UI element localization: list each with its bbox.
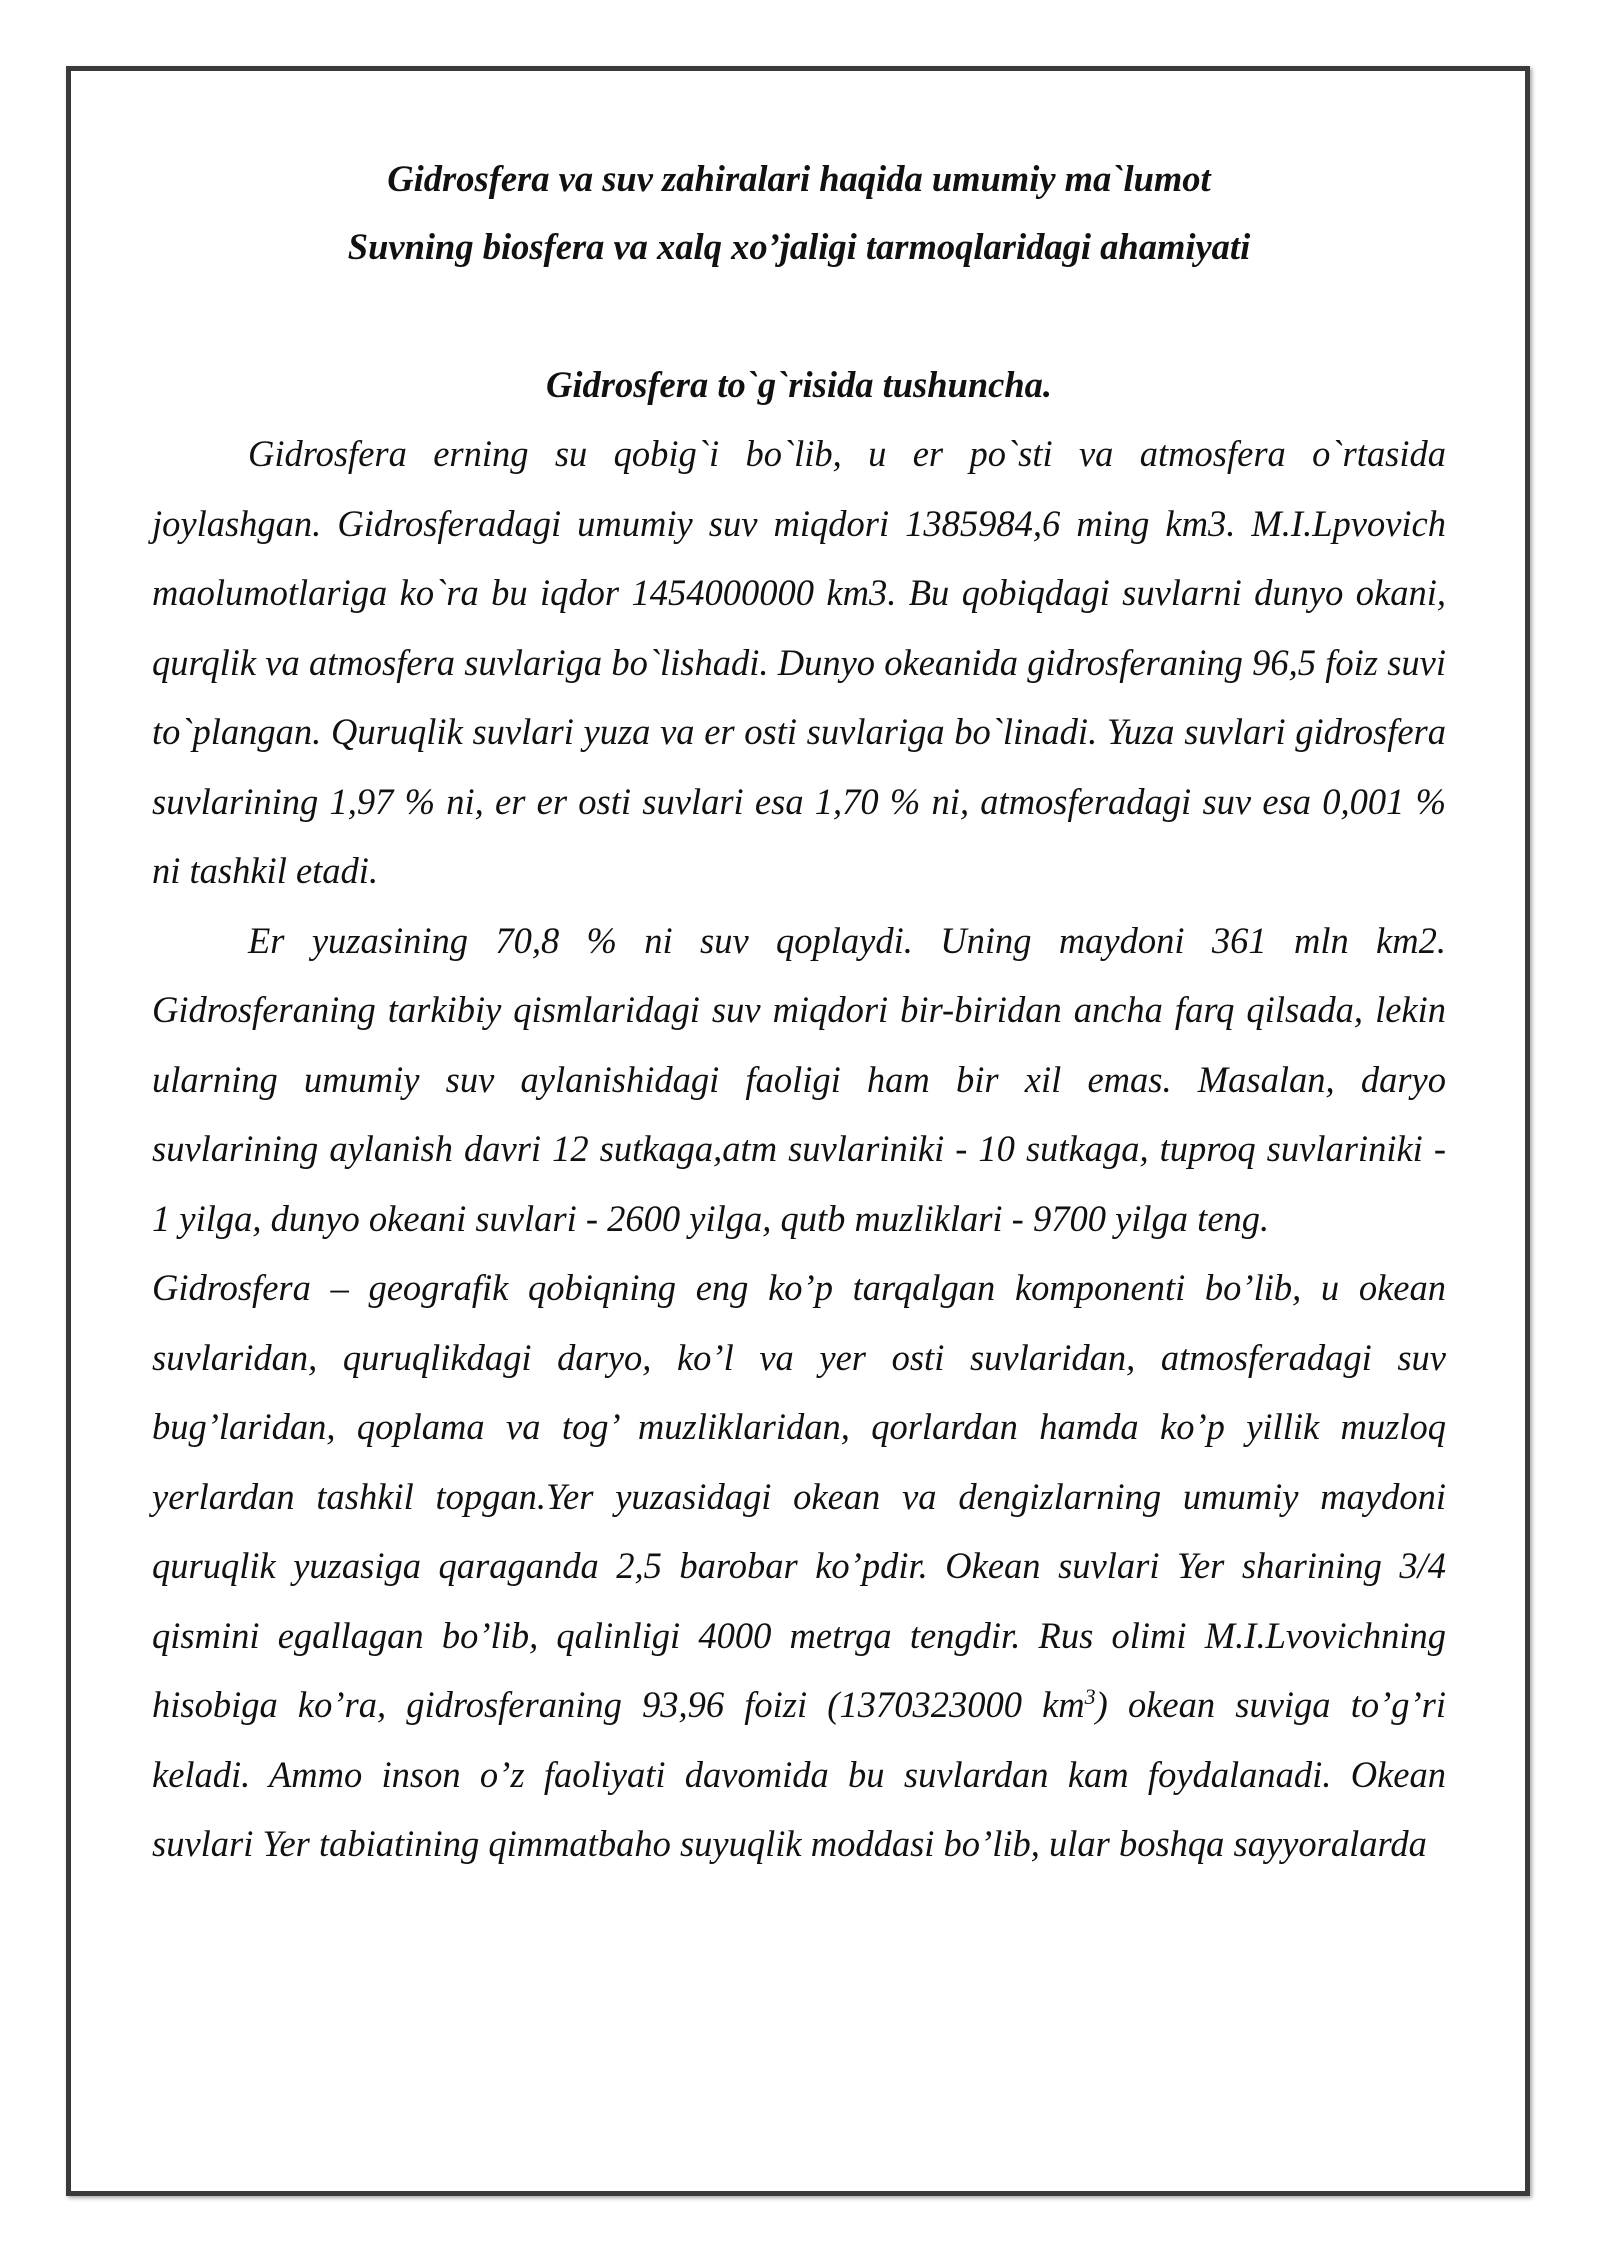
paragraph-2: Er yuzasining 70,8 % ni suv qoplaydi. Uning maydoni 361 mln km2. Gidrosferaning tarkibiy qismlaridagi suv miqdori bir-biridan ancha farq qilsada, lekin ularning umumiy suv aylanishidagi faoligi ham bir xil emas. Masalan, daryo suvlarining aylanish davri 12 sutkaga,atm suvlariniki - 10 sutkaga, tuproq suvlariniki - 1 yilga, dunyo okeani suvlari - 2600 yilga, qutb muzliklari - 9700 yilga teng.: [152, 919, 1446, 1239]
document-body: [152, 145, 1446, 1879]
paragraph-3-text-start: Gidrosfera – geografik qobiqning eng ko’p tarqalgan komponenti bo’lib, u okean suvlaridan, quruqlikdagi daryo, ko’l va yer osti suvlaridan, atmosferadagi suv bug’laridan, qoplama va tog’ muzliklaridan, qorlardan hamda ko’p yillik muzloq yerlardan tashkil topgan.Yer yuzasidagi okean va dengizlarning umumiy maydoni quruqlik yuzasiga qaraganda 2,5 barobar ko’pdir. Okean suvlari Yer sharining 3/4 qismini egallagan bo’lib, qalinligi 4000 metrga tengdir. Rus olimi M.I.Lvovichning hisobiga ko’ra, gidrosferaning 93,96 foizi (1370323000 km: [152, 1267, 1446, 1725]
document-subtitle: Suvning biosfera va xalq xo’jaligi tarmoqlaridagi ahamiyati: [347, 226, 1251, 267]
document-title: Gidrosfera va suv zahiralari haqida umumiy ma`lumot: [387, 158, 1211, 199]
paragraph-1: Gidrosfera erning su qobig`i bo`lib, u er po`sti va atmosfera o`rtasida joylashgan. Gidrosferadagi umumiy suv miqdori 1385984,6 ming km3. M.I.Lpvovich maolumotlariga ko`ra bu iqdor 1454000000 km3. Bu qobiqdagi suvlarni dunyo okani, qurqlik va atmosfera suvlariga bo`lishadi. Dunyo okeanida gidrosferaning 96,5 foiz suvi to`plangan. Quruqlik suvlari yuza va er osti suvlariga bo`linadi. Yuza suvlari gidrosfera suvlarining 1,97 % ni, er er osti suvlari esa 1,70 % ni, atmosferadagi suv esa 0,001 % ni tashkil etadi.: [152, 433, 1446, 891]
cubic-superscript: 3: [1084, 1683, 1096, 1709]
paragraph-3: [152, 1253, 1446, 1879]
section-heading: Gidrosfera to`g`risida tushuncha.: [545, 364, 1053, 405]
paragraph-3-text-end: ) okean suviga to’g’ri keladi. Ammo inson o’z faoliyati davomida bu suvlardan kam foydalanadi. Okean suvlari Yer tabiatining qimmatbaho suyuqlik moddasi bo’lib, ular boshqa sayyoralarda: [152, 1684, 1446, 1864]
